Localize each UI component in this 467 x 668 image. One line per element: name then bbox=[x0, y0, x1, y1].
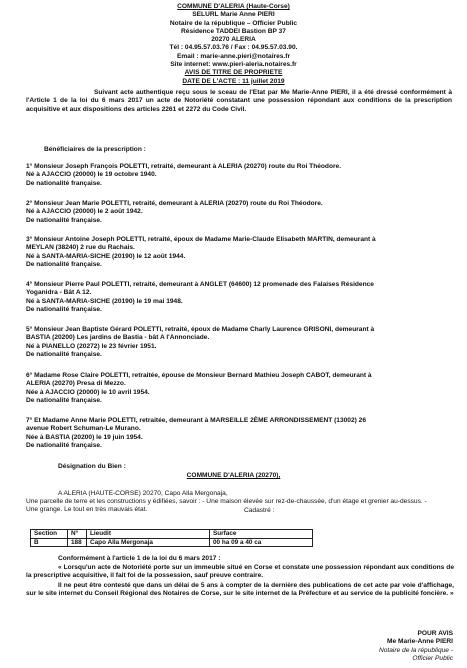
beneficiary-5: 5° Monsieur Jean Baptiste Gérard POLETTI, retraité, époux de Madame Charly Laurence GRISONI, demeurant à BASTIA (20200) Les jardins de Bastia - bât A l'Annonciade. Né à PIANELLO (20272) le 23 février 1951. De nationalité française. bbox=[26, 326, 375, 358]
email: Email : marie-anne.pieri@notaires.fr bbox=[176, 52, 291, 60]
col-number: N° bbox=[68, 530, 87, 539]
signatory-role: Officier Public bbox=[412, 654, 453, 662]
col-section: Section bbox=[31, 530, 68, 539]
phone-fax: Tél : 04.95.57.03.76 / Fax : 04.95.57.03.90. bbox=[169, 44, 298, 52]
beneficiaries-heading: Bénéficiaires de la prescription : bbox=[44, 146, 146, 153]
cell-lieudit: Capo Alla Mergonaja bbox=[87, 538, 210, 547]
cell-number: 188 bbox=[68, 538, 87, 547]
col-surface: Surface bbox=[210, 530, 313, 539]
beneficiary-4: 4° Monsieur Pierre Paul POLETTI, retraité, demeurant à ANGLET (64600) 12 promenade des Falaises Résidence Yoganidra - Bât A 12. Né à SANTA-MARIA-SICHE (20190) le 19 mai 1948. De nationalité française. bbox=[26, 281, 374, 313]
property-location: A ALERIA (HAUTE-CORSE) 20270, Capo Alla Mergonaja, bbox=[58, 490, 228, 497]
cadastre-table bbox=[30, 529, 313, 547]
signatory-name: Me Marie-Anne PIERI bbox=[387, 638, 453, 646]
property-description: Une parcelle de terre et les constructions y édifiées, savoir : - Une maison élevée sur rez-de-chaussée, d'un étage et grenier au-dessus. - Une grange. Le tout en très mauvais état. bbox=[26, 498, 427, 514]
col-lieudit: Lieudit bbox=[87, 530, 210, 539]
commune-title: COMMUNE D'ALERIA (Haute-Corse) bbox=[177, 3, 290, 10]
website: Site internet: www.pieri-aleria.notaires.fr bbox=[170, 61, 297, 69]
residence: Résidence TADDEI Bastion BP 37 bbox=[181, 27, 286, 35]
postal-city: 20270 ALERIA bbox=[211, 36, 256, 44]
property-commune: COMMUNE D'ALERIA (20270), bbox=[186, 472, 281, 479]
beneficiary-3: 3° Monsieur Antoine Joseph POLETTI, retraité, époux de Madame Marie-Claude Elisabeth MARTIN, demeurant à MEYLAN (38240) 2 rue du Rachais. Né à SANTA-MARIA-SICHE (20190) le 12 août 1944. De nationalité française. bbox=[26, 236, 376, 268]
firm-name: SELURL Marie Anne PIERI bbox=[192, 11, 275, 19]
legal-quote-1: « Lorsqu'un acte de Notoriété porte sur un immeuble situé en Corse et constate une possession répondant aux conditions de la prescriptive acquisitive, il fait foi de la possession, sauf preuve contraire. bbox=[26, 564, 454, 580]
notice-title: AVIS DE TITRE DE PROPRIETE bbox=[184, 69, 283, 77]
beneficiary-2: 2° Monsieur Jean Marie POLETTI, retraité, demeurant à ALERIA (20270) route du Roi Théodore. Né à AJACCIO (20000) le 2 août 1942. De nationalité française. bbox=[26, 200, 323, 224]
cell-surface: 00 ha 09 a 40 ca bbox=[210, 538, 313, 547]
notary-role: Notaire de la république – Officier Public bbox=[169, 19, 298, 27]
pour-avis: POUR AVIS bbox=[417, 630, 453, 637]
legal-intro: Conformément à l'article 1 de la loi du 6 mars 2017 : bbox=[58, 555, 221, 562]
signature-block bbox=[379, 630, 453, 663]
beneficiary-6: 6° Madame Rose Claire POLETTI, retraitée, épouse de Monsieur Bernard Mathieu Joseph CABOT, demeurant à ALERIA (20270) Presa di Mezzo. Née à AJACCIO (20000) le 10 avril 1954. De nationalité française. bbox=[26, 372, 372, 404]
cadastre-label: Cadastré : bbox=[244, 507, 275, 514]
property-heading: Désignation du Bien : bbox=[58, 463, 126, 470]
beneficiary-7: 7° Et Madame Anne Marie POLETTI, retraitée, demeurant à MARSEILLE 2ÈME ARRONDISSEMENT (13002) 26 avenue Robert Schuman-Le Murano. Née à BASTIA (20200) le 19 juin 1954. De nationalité française. bbox=[26, 417, 366, 449]
signatory-title: Notaire de la république - bbox=[378, 646, 453, 654]
act-date: DATE DE L'ACTE : 11 juillet 2019 bbox=[182, 77, 285, 85]
notary-header bbox=[0, 3, 467, 86]
cell-section: B bbox=[31, 538, 68, 547]
table-row bbox=[31, 538, 313, 547]
beneficiary-1: 1° Monsieur Joseph François POLETTI, retraité, demeurant à ALERIA (20270) route du Roi Théodore. Né à AJACCIO (20000) le 19 octobre 1940. De nationalité française. bbox=[26, 163, 342, 187]
intro-paragraph: Suivant acte authentique reçu sous le sceau de l'Etat par Me Marie-Anne PIERI, il a été dressé conformément à l'Article 1 de la loi du 6 mars 2017 un acte de Notoriété constatant une possession répondant aux conditions de la prescription acquisitive et aux dispositions des articles 2261 et 2272 du Code Civil. bbox=[26, 89, 452, 113]
legal-quote-2: Il ne peut être contesté que dans un délai de 5 ans à compter de la dernière des publications de cet acte par voie d'affichage, sur le site internet du Conseil Régional des Notaires de Corse, sur le site internet de la Préfecture et au service de la publicité foncière. » bbox=[26, 582, 454, 598]
cadastre-header-row bbox=[31, 530, 313, 539]
